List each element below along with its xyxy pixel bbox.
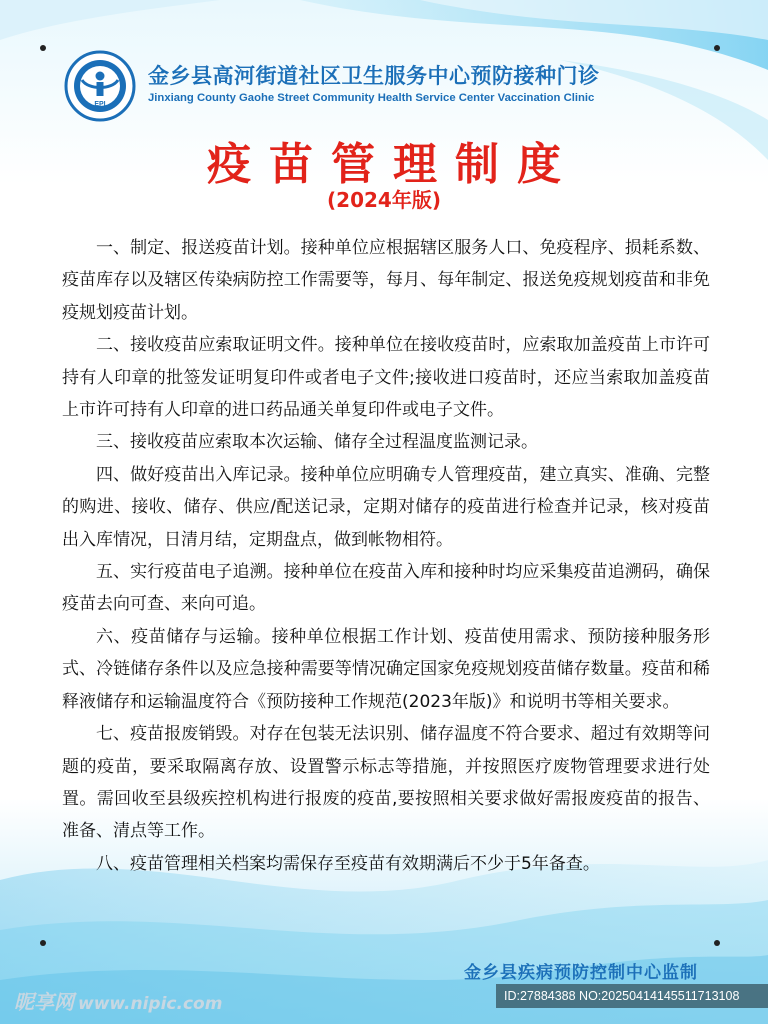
regulation-item-1: 一、制定、报送疫苗计划。接种单位应根据辖区服务人口、免疫程序、损耗系数、疫苗库存以及辖区传染病防控工作需要等，每月、每年制定、报送免疫规划疫苗和非免疫规划疫苗计划。 (62, 238, 710, 323)
organization-name-en: Jinxiang County Gaohe Street Community Health Service Center Vaccination Clinic (148, 92, 595, 104)
svg-text:EPI: EPI (94, 101, 106, 108)
regulation-item-7: 七、疫苗报废销毁。对存在包装无法识别、储存温度不符合要求、超过有效期等问题的疫苗，要采取隔离存放、设置警示标志等措施，并按照医疗废物管理要求进行处置。需回收至县级疾控机构进行报废的疫苗,要按照相关要求做好需报废疫苗的报告、准备、清点等工作。 (62, 724, 710, 842)
regulation-item-6: 六、疫苗储存与运输。接种单位根据工作计划、疫苗使用需求、预防接种服务形式、冷链储存条件以及应急接种需要等情况确定国家免疫规划疫苗储存数量。疫苗和稀释液储存和运输温度符合《预防接种工作规范(2023年版)》和说明书等相关要求。 (62, 626, 710, 712)
organization-name-cn: 金乡县高河街道社区卫生服务中心预防接种门诊 (148, 64, 600, 88)
regulation-item-2: 二、接收疫苗应索取证明文件。接种单位在接收疫苗时，应索取加盖疫苗上市许可持有人印章的批签发证明复印件或者电子文件;接收进口疫苗时，还应当索取加盖疫苗上市许可持有人印章的进口药品通关单复印件或电子文件。 (62, 335, 710, 421)
corner-dot-top-left (40, 45, 46, 51)
regulation-body (62, 232, 710, 880)
watermark-url: www.nipic.com (78, 994, 223, 1014)
regulation-item-5: 五、实行疫苗电子追溯。接种单位在疫苗入库和接种时均应采集疫苗追溯码，确保疫苗去向可查、来向可追。 (62, 562, 710, 615)
regulation-item-4: 四、做好疫苗出入库记录。接种单位应明确专人管理疫苗，建立真实、准确、完整的购进、接收、储存、供应/配送记录，定期对储存的疫苗进行检查并记录，核对疫苗出入库情况，日清月结，定期盘点，做到帐物相符。 (62, 464, 710, 550)
page-title: 疫苗管理制度 (207, 139, 579, 190)
corner-dot-bottom-left (40, 940, 46, 946)
epi-logo-icon (64, 50, 136, 122)
page-subtitle: (2024年版) (327, 188, 441, 212)
regulation-item-3: 三、接收疫苗应索取本次运输、储存全过程温度监测记录。 (96, 432, 538, 453)
regulation-item-8: 八、疫苗管理相关档案均需保存至疫苗有效期满后不少于5年备查。 (96, 853, 600, 874)
supervisor-label: 金乡县疾病预防控制中心监制 (464, 963, 698, 983)
corner-dot-bottom-right (714, 940, 720, 946)
watermark (14, 986, 222, 1015)
image-id-bar: ID:27884388 NO:20250414145511713108 (496, 984, 768, 1008)
header (64, 50, 724, 122)
watermark-brand: 昵享网 (14, 990, 74, 1014)
